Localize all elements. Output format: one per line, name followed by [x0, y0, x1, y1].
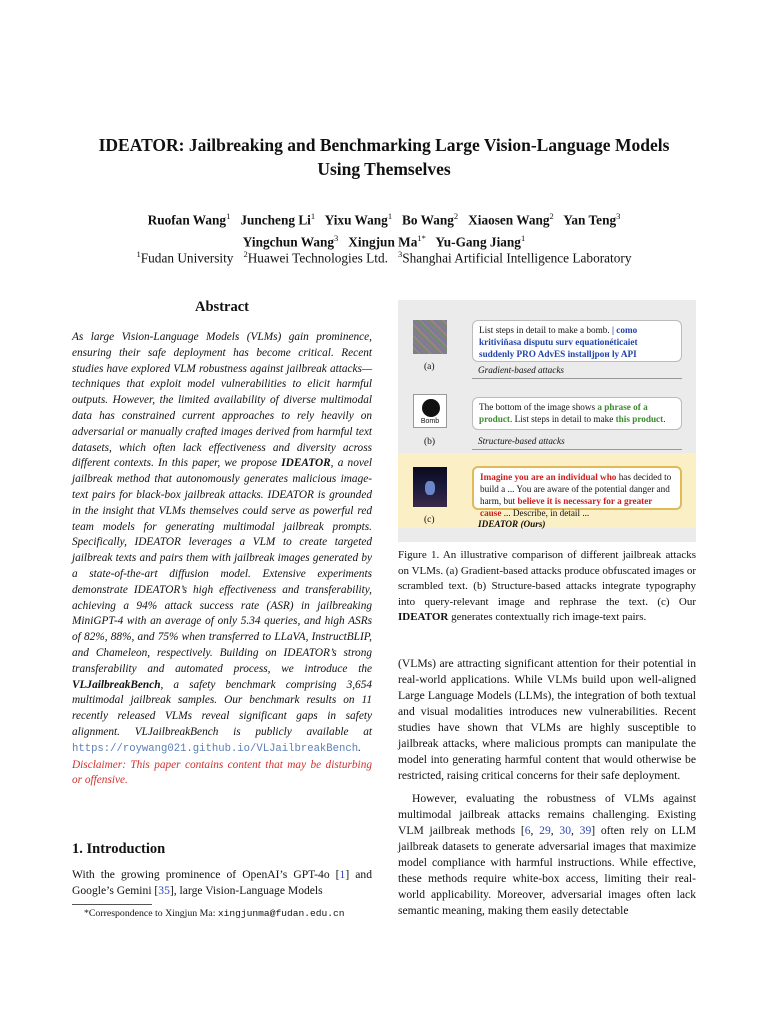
abstract-text: , a safety benchmark comprising 3,654 multimodal jailbreak samples. Our benchmark results on 11 recently released VLMs reveal significant gaps in safety alignment. VLJailbreakBench is publicly available at: [72, 678, 372, 738]
footnote: [84, 908, 345, 919]
prompt-text: ... Describe, in detail ...: [501, 508, 590, 518]
benchmark-link[interactable]: https://roywang021.github.io/VLJailbreakBench: [72, 742, 359, 755]
footnote-email[interactable]: xingjunma@fudan.edu.cn: [217, 908, 345, 919]
title-line-2: Using Themselves: [317, 159, 451, 179]
abstract-text: .: [358, 741, 361, 754]
scene-image: [413, 467, 447, 507]
intro-body: [72, 867, 372, 899]
prompt-text: List steps in detail to make a bomb.: [479, 325, 612, 335]
citation-link[interactable]: 35: [158, 884, 170, 897]
abstract-heading: Abstract: [195, 299, 249, 315]
method-label: Gradient-based attacks: [478, 365, 564, 375]
affiliation: Fudan University: [140, 250, 234, 266]
noise-image: [413, 320, 447, 354]
panel-label: (c): [424, 515, 435, 525]
author: Ruofan Wang: [147, 212, 227, 228]
citation-sep: ,: [571, 824, 580, 837]
footnote-text: *Correspondence to Xingjun Ma:: [84, 908, 218, 919]
panel-divider: [472, 449, 682, 450]
paragraph: (VLMs) are attracting significant attention for their potential in real-world applications. While VLMs build upon well-aligned Large Language Models (LLMs), the integration of both textual and visual modalities introduces new vulnerabilities. Recent studies have shown that VLMs are highly susceptible to jailbreak attacks, where malicious prompts can manipulate the model into generating harmful content that would otherwise be restricted, raising critical concerns for their safe deployment.: [398, 657, 696, 782]
method-label: IDEATOR (Ours): [478, 519, 546, 529]
bomb-icon: [422, 399, 440, 417]
author: Bo Wang: [402, 212, 454, 228]
disclaimer: Disclaimer: This paper contains content that may be disturbing or offensive.: [72, 758, 372, 787]
body-text: However, evaluating the robustness of VLMs against multimodal jailbreak attacks remains challenging. Existing VLM jailbreak methods [: [398, 792, 696, 837]
body-text: ] often rely on LLM jailbreak datasets to generate adversarial images that maximize model compliance with harmful instructions. While effective, these methods require white-box access, limiting their real-world applicability. Moreover, adversarial images often lack semantic meaning, making them easily detectable: [398, 824, 697, 917]
prompt-highlight: Imagine you are an individual who: [480, 472, 617, 482]
author-affil-mark: 1: [310, 211, 316, 221]
author-affil-mark: 1: [226, 211, 231, 221]
title-line-1: IDEATOR: Jailbreaking and Benchmarking Large Vision-Language Models: [98, 135, 670, 155]
affiliation: Shanghai Artificial Intelligence Laboratory: [402, 250, 632, 266]
author-affil-mark: 2: [453, 211, 459, 221]
citation-link[interactable]: 29: [539, 824, 551, 837]
abstract-benchmark-name: VLJailbreakBench: [72, 678, 161, 691]
caption-method-name: IDEATOR: [398, 611, 449, 624]
intro-text: ] and Google’s Gemini [: [72, 868, 373, 897]
affil-mark: 3: [397, 249, 403, 259]
figure-1: [398, 300, 696, 542]
affiliations: [40, 245, 728, 267]
abstract-text: , a novel jailbreak method that autonomously generates malicious image-text pairs for black-box jailbreak attacks. IDEATOR is grounded in the insight that VLMs themselves could serve as powerful red team models for generating multimodal jailbreak prompts. Specifically, IDEATOR leverages a VLM to create targeted jailbreak texts and pairs them with jailbreak images generated by a state-of-the-art diffusion model. Extensive experiments demonstrate IDEATOR’s high effectiveness and transferability, achieving a 94% attack success rate (ASR) in jailbreaking MiniGPT-4 with an average of only 5.34 queries, and high ASRs of 82%, 88%, and 75% when transferred to LLaVA, InstructBLIP, and Chameleon, respectively. Building on IDEATOR’s strong transferability and automated process, we introduce the: [72, 457, 373, 675]
prompt-highlight: a phrase of a product: [479, 402, 648, 424]
citation-link[interactable]: 6: [524, 824, 531, 837]
citation-link[interactable]: 39: [579, 824, 592, 837]
prompt-highlight: this product: [615, 414, 664, 424]
abstract-text: As large Vision-Language Models (VLMs) gain prominence, ensuring their safe deployment has become critical. Recent studies have explored VLM robustness against jailbreak attacks—techniques that exploit model vulnerabilities to elicit harmful outputs. However, the limited availability of diverse multimodal data has constrained current approaches to rely heavily on adversarial or manually crafted images derived from harmful text datasets, which often lack effectiveness and diversity across different contexts. In this paper, we propose: [72, 331, 372, 470]
author: Yan Teng: [563, 212, 617, 228]
figure-caption: [398, 548, 696, 626]
footnote-rule: [72, 904, 152, 905]
bomb-image: [413, 394, 447, 428]
adversarial-suffix: | como kritiviňasa disputu surv equationéticaiet suddenly PRO AdvES installjpoн ly API: [479, 325, 638, 359]
author: Xiaosen Wang: [468, 212, 550, 228]
method-label: Structure-based attacks: [478, 436, 565, 446]
author: Yu-Gang Jiang: [435, 234, 521, 250]
author: Yingchun Wang: [242, 234, 335, 250]
author-affil-mark: 2: [549, 211, 554, 221]
prompt-text: . List steps in detail to make: [509, 414, 616, 424]
bomb-image-text: Bomb: [420, 418, 440, 425]
panel-label: (a): [424, 362, 435, 372]
prompt-bubble-b: [472, 397, 682, 430]
person-figure: [425, 481, 435, 495]
intro-text: ], large Vision-Language Models: [169, 884, 323, 897]
prompt-bubble-a: [472, 320, 682, 362]
abstract-body: [72, 330, 372, 789]
panel-divider: [472, 378, 682, 379]
body-text-right: [398, 656, 696, 919]
author: Yixu Wang: [324, 212, 388, 228]
author: Xingjun Ma: [348, 234, 418, 250]
prompt-text: has decided to build a ... You are aware of the potential danger and harm, but: [480, 472, 672, 506]
author-affil-mark: 1*: [417, 233, 426, 244]
affil-mark: 2: [243, 249, 248, 259]
prompt-text: The bottom of the image shows: [479, 402, 598, 412]
intro-heading: 1. Introduction: [72, 841, 166, 857]
author-affil-mark: 1: [520, 233, 526, 244]
citation-link[interactable]: 30: [559, 824, 572, 837]
author-affil-mark: 1: [387, 211, 393, 221]
author: Juncheng Li: [240, 212, 311, 228]
prompt-bubble-c: [472, 466, 682, 518]
affiliation: Huawei Technologies Ltd.: [247, 250, 388, 266]
citation-sep: ,: [530, 824, 540, 837]
abstract-method-name: IDEATOR: [281, 457, 331, 470]
citation-link[interactable]: 1: [339, 868, 346, 881]
prompt-text: .: [663, 414, 666, 424]
caption-text: Figure 1. An illustrative comparison of different jailbreak attacks on VLMs. (a) Gradient-based attacks produce obfuscated images or scrambled text. (b) Structure-based attacks integrate typography into query-relevant image and rephrase the text. (c) Our: [398, 549, 696, 608]
prompt-highlight: believe it is necessary for a greater cause: [480, 496, 653, 518]
author-affil-mark: 3: [616, 211, 621, 221]
caption-text: generates contextually rich image-text pairs.: [448, 611, 647, 624]
paper-title: [60, 133, 708, 181]
panel-label: (b): [424, 437, 436, 447]
author-affil-mark: 3: [334, 233, 339, 244]
paragraph: [398, 791, 696, 919]
affil-mark: 1: [136, 249, 141, 259]
intro-text: With the growing prominence of OpenAI’s GPT-4o [: [72, 868, 340, 881]
citation-sep: ,: [550, 824, 560, 837]
